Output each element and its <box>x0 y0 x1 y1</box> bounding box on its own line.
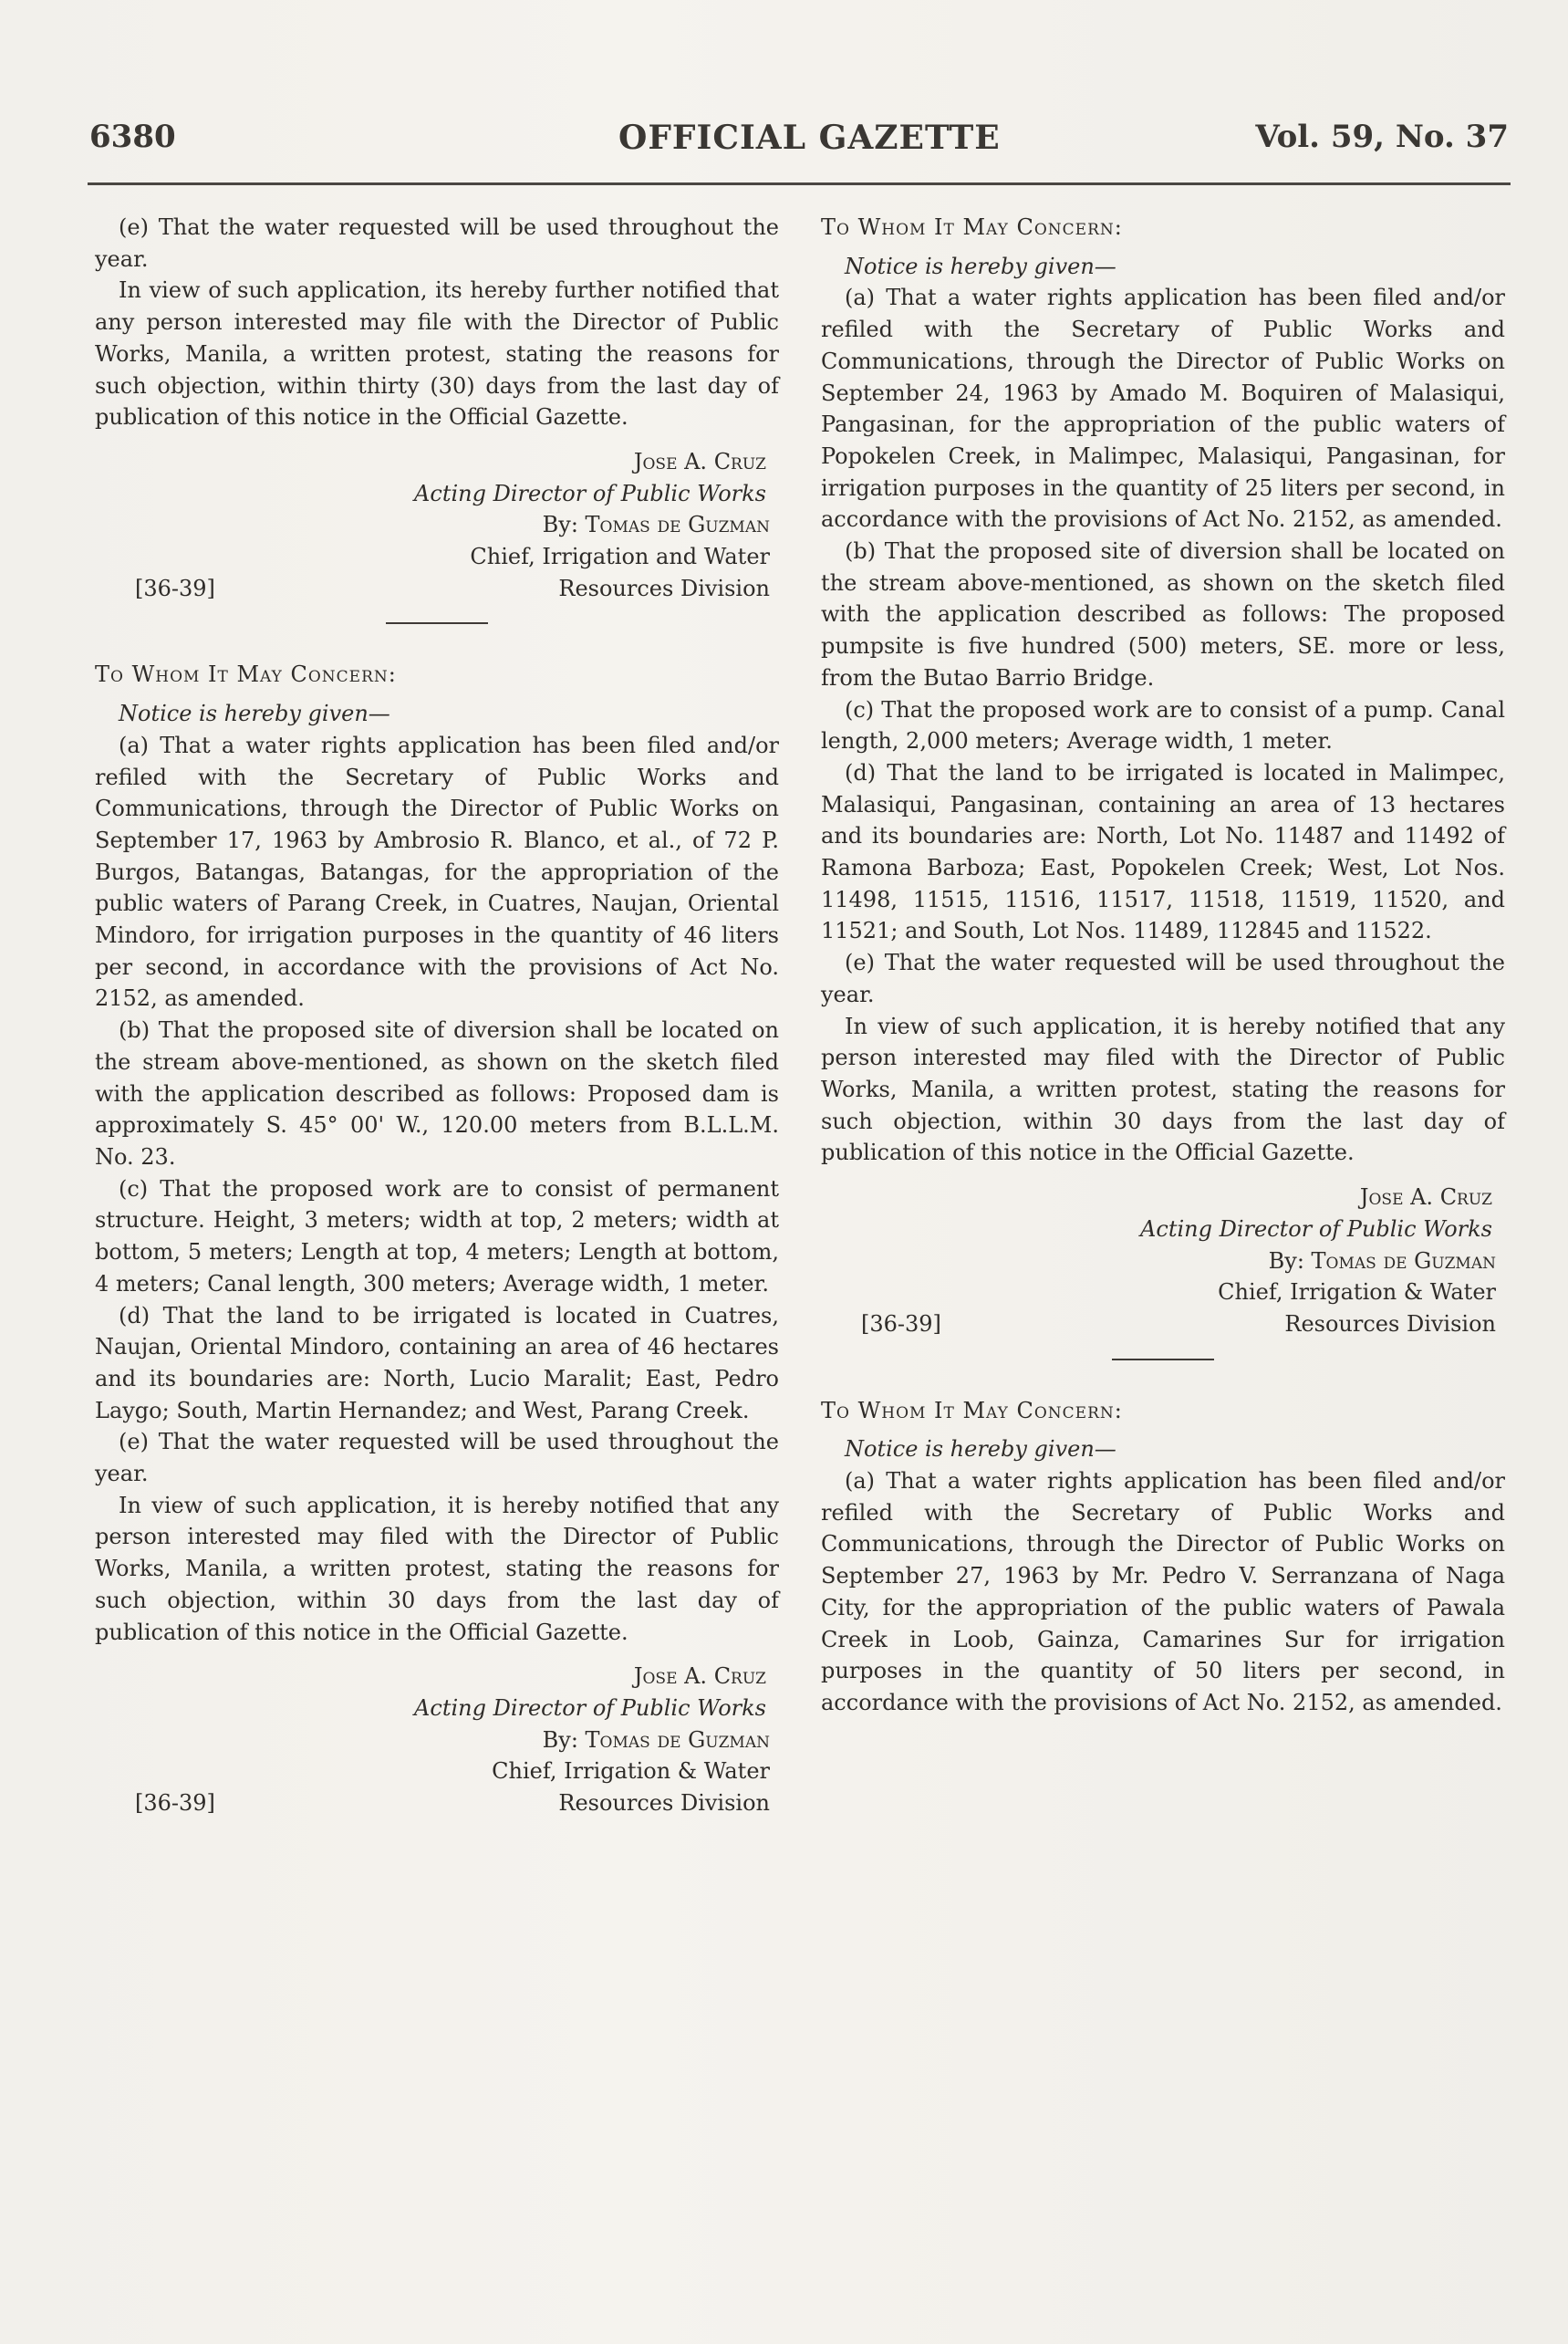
page-number: 6380 <box>89 119 176 155</box>
notice-heading: To Whom It May Concern: <box>95 662 397 688</box>
paragraph-a: (a) That a water rights application has been filed and/or refiled with the Secretary of Public Works and Communications, through the Director of Public Works on September 27, 1963 by Mr. Pedro V. Serranzana of Naga City, for the appropriation of the public waters of Pawala Creek in Loob, Gainza, Camarines Sur for irrigation purposes in the quantity of 50 liters per second, in accordance with the provisions of Act No. 2152, as amended. <box>821 1468 1505 1715</box>
signatory-title: Acting Director of Public Works <box>1140 1215 1492 1242</box>
paragraph-d: (d) That the land to be irrigated is located in Cuatres, Naujan, Oriental Mindoro, containing an area of 46 hectares and its boundaries are: North, Lucio Maralit; East, Pedro Laygo; South, Martin Hernandez; and West, Parang Creek. <box>95 1302 779 1423</box>
page-header <box>89 119 1509 170</box>
by-role-line1: Chief, Irrigation & Water <box>1218 1279 1496 1306</box>
notice-intro: Notice is hereby given— <box>845 1436 1116 1463</box>
paragraph-c: (c) That the proposed work are to consist of a pump. Canal length, 2,000 meters; Average width, 1 meter. <box>821 696 1505 755</box>
paragraph-e: (e) That the water requested will be used throughout the year. <box>821 950 1505 1007</box>
by-role-line1: Chief, Irrigation and Water <box>470 544 770 570</box>
paragraph-a: (a) That a water rights application has been filed and/or refiled with the Secretary of Public Works and Communications, through the Director of Public Works on September 24, 1963 by Amado M. Boquiren of Malasiqui, Pangasinan, for the appropriation of the public waters of Popokelen Creek, in Malimpec, Malasiqui, Pangasinan, for irrigation purposes in the quantity of 25 liters per second, in accordance with the provisions of Act No. 2152, as amended. <box>821 285 1505 533</box>
paragraph-e: (e) That the water requested will be used throughout the year. <box>95 214 779 272</box>
right-column <box>821 212 1505 1719</box>
by-label: By: <box>542 512 578 538</box>
left-column <box>95 212 779 1819</box>
paragraph-view: In view of such application, its hereby further notified that any person interested may file with the Director of Public Works, Manila, a written protest, stating the reasons for such objection, within thirty (30) days from the last day of publication of this notice in the Official Gazette. <box>95 277 779 431</box>
by-role-line2: Resources Division <box>558 1790 770 1817</box>
signatory-title: Acting Director of Public Works <box>414 1694 766 1721</box>
issue-reference: [36-39] <box>861 1310 941 1337</box>
paragraph-b: (b) That the proposed site of diversion shall be located on the stream above-mentioned, as shown on the sketch filed with the application described as follows: The proposed pumpsite is five hundred (500) meters, SE. more or less, from the Butao Barrio Bridge. <box>821 538 1505 691</box>
by-role-line2: Resources Division <box>1284 1310 1496 1337</box>
header-rule <box>88 182 1511 185</box>
paragraph-view: In view of such application, it is hereby notified that any person interested may filed with the Director of Public Works, Manila, a written protest, stating the reasons for such objection, within 30 days from the last day of publication of this notice in the Official Gazette. <box>95 1492 779 1645</box>
paragraph-view: In view of such application, it is hereby notified that any person interested may filed with the Director of Public Works, Manila, a written protest, stating the reasons for such objection, within 30 days from the last day of publication of this notice in the Official Gazette. <box>821 1013 1505 1166</box>
paragraph-e: (e) That the water requested will be used throughout the year. <box>95 1429 779 1487</box>
by-role-line2: Resources Division <box>558 575 770 601</box>
signatory-name: Jose A. Cruz <box>633 1663 766 1690</box>
signature-by-block <box>95 1724 779 1819</box>
signatory-name: Jose A. Cruz <box>633 448 766 474</box>
paragraph-a: (a) That a water rights application has been filed and/or refiled with the Secretary of Public Works and Communications, through the Director of Public Works on September 17, 1963 by Ambrosio R. Blanco, et al., of 72 P. Burgos, Batangas, Batangas, for the appropriation of the public waters of Parang Creek, in Cuatres, Naujan, Oriental Mindoro, for irrigation purposes in the quantity of 46 liters per second, in accordance with the provisions of Act No. 2152, as amended. <box>95 732 779 1012</box>
volume-number: Vol. 59, No. 37 <box>1255 119 1509 155</box>
by-name: Tomas de Guzman <box>1311 1247 1496 1274</box>
signature-block <box>95 446 779 509</box>
signature-block <box>821 1182 1505 1245</box>
by-label: By: <box>1268 1247 1304 1274</box>
paragraph-b: (b) That the proposed site of diversion shall be located on the stream above-mentioned, as shown on the sketch filed with the application described as follows: Proposed dam is approximately S. 45° 00' W., 120.00 meters from B.L.L.M. No. 23. <box>95 1017 779 1170</box>
notice-intro: Notice is hereby given— <box>119 701 390 727</box>
notice-intro: Notice is hereby given— <box>845 253 1116 279</box>
by-role-line1: Chief, Irrigation & Water <box>492 1758 770 1785</box>
issue-reference: [36-39] <box>135 575 215 601</box>
signature-by-block <box>95 509 779 604</box>
paragraph-d: (d) That the land to be irrigated is located in Malimpec, Malasiqui, Pangasinan, containing an area of 13 hectares and its boundaries are: North, Lot No. 11487 and 11492 of Ramona Barboza; East, Popokelen Creek; West, Lot Nos. 11498, 11515, 11516, 11517, 11518, 11519, 11520, and 11521; and South, Lot Nos. 11489, 112845 and 11522. <box>821 759 1505 944</box>
by-label: By: <box>542 1726 578 1753</box>
section-divider <box>386 622 488 624</box>
by-name: Tomas de Guzman <box>585 1726 770 1753</box>
notice-heading: To Whom It May Concern: <box>821 214 1123 240</box>
signature-block <box>95 1661 779 1724</box>
by-name: Tomas de Guzman <box>585 512 770 538</box>
paragraph-c: (c) That the proposed work are to consist of permanent structure. Height, 3 meters; width at top, 2 meters; width at bottom, 5 meters; Length at top, 4 meters; Length at bottom, 4 meters; Canal length, 300 meters; Average width, 1 meter. <box>95 1175 779 1297</box>
signatory-name: Jose A. Cruz <box>1359 1184 1492 1211</box>
notice-heading: To Whom It May Concern: <box>821 1397 1123 1423</box>
issue-reference: [36-39] <box>135 1790 215 1817</box>
signatory-title: Acting Director of Public Works <box>414 480 766 506</box>
publication-title: OFFICIAL GAZETTE <box>618 119 1001 157</box>
section-divider <box>1112 1359 1214 1360</box>
signature-by-block <box>821 1245 1505 1340</box>
